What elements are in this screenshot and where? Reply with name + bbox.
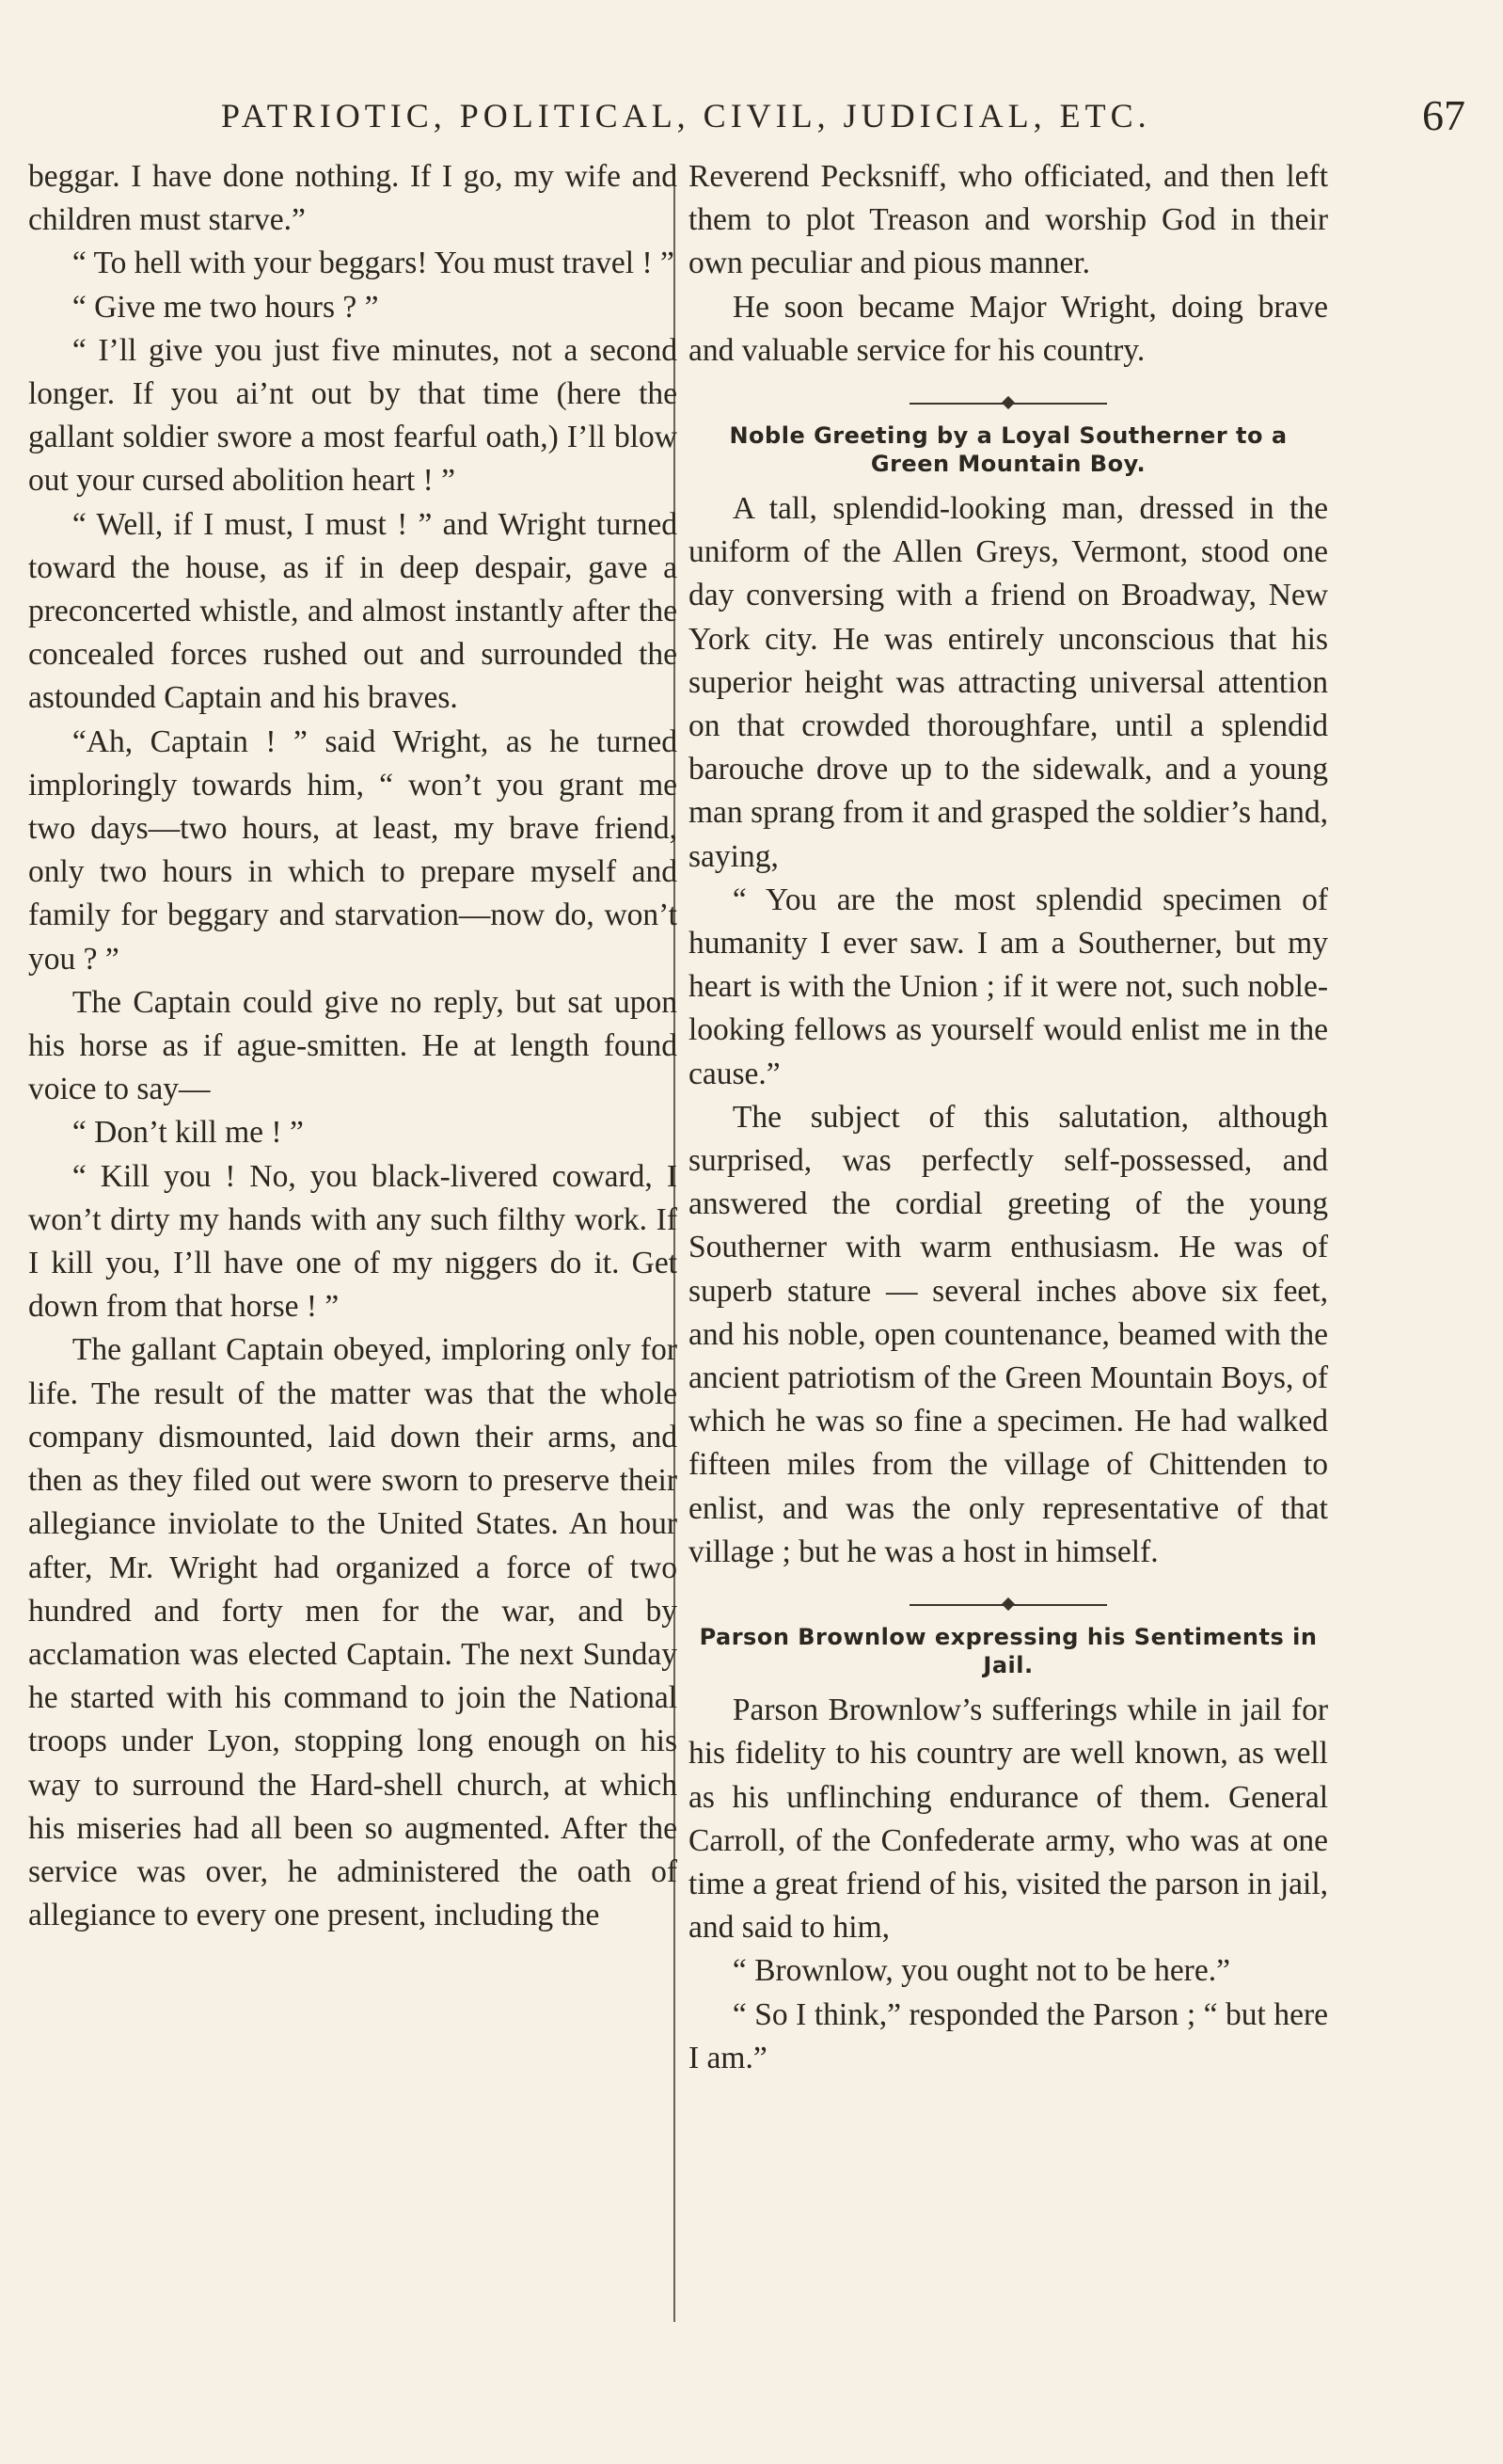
section-divider-ornament [910,1595,1107,1615]
section-divider-ornament [910,393,1107,414]
paragraph: Reverend Pecksniff, who officiated, and then left them to plot Treason and worship God in their own peculiar and pious manner. [688,159,1328,281]
left-column [28,155,677,1937]
paragraph: beggar. I have done nothing. If I go, my wife and children must starve.” [28,159,677,238]
paragraph: The gallant Captain obeyed, imploring only for life. The result of the matter was that the whole company dismounted, laid down their arms, and then as they filed out were sworn to preserve their allegiance inviolate to the United States. An hour after, Mr. Wright had organized a force of two hundred and forty men for the war, and by acclamation was elected Captain. The next Sunday he started with his command to join the National troops under Lyon, stopping long enough on his way to surround the Hard-shell church, at which his miseries had all been so augmented. After the service was over, he administered the oath of allegiance to every one present, including the [28,1332,677,1933]
paragraph: Parson Brownlow’s sufferings while in jail for his fidelity to his country are well known, as well as his unflinching endurance of them. General Carroll, of the Confederate army, who was at one time a great friend of his, visited the parson in jail, and said to him, [688,1693,1328,1946]
page-number: 67 [1422,91,1465,139]
paragraph: “ You are the most splendid specimen of humanity I ever saw. I am a Southerner, but my heart is with the Union ; if it were not, such noble-looking fellows as yourself would enlist me in the cause.” [688,882,1328,1091]
paragraph: The subject of this salutation, although surprised, was perfectly self-possessed, and answered the cordial greeting of the young Southerner with warm enthusiasm. He was of superb stature — several inches above six feet, and his noble, open countenance, beamed with the ancient patriotism of the Green Mountain Boys, of which he was so fine a specimen. He had walked fifteen miles from the village of Chittenden to enlist, and was the only representative of that village ; but he was a host in himself. [688,1099,1328,1569]
paragraph: He soon became Major Wright, doing brave and valuable service for his country. [688,289,1328,368]
running-head [28,90,1465,147]
paragraph: “ To hell with your beggars! You must travel ! ” [71,246,674,281]
running-title: PATRIOTIC, POLITICAL, CIVIL, JUDICIAL, ETC. [221,97,1151,135]
paragraph: A tall, splendid-looking man, dressed in the uniform of the Allen Greys, Vermont, stood one day conversing with a friend on Broadway, New York city. He was entirely unconscious that his superior height was attracting universal attention on that crowded thoroughfare, until a splendid barouche drove up to the sidewalk, and a young man sprang from it and grasped the soldier’s hand, saying, [688,491,1328,874]
section-heading: Parson Brownlow expressing his Sentiments in Jail. [699,1624,1318,1679]
paragraph: “ Brownlow, you ought not to be here.” [732,1953,1230,1989]
right-column [688,155,1328,2080]
paragraph: “ I’ll give you just five minutes, not a second longer. If you ai’nt out by that time (here the gallant soldier swore a most fearful oath,) I’ll blow out your cursed abolition heart ! ” [28,332,677,499]
paragraph: “Ah, Captain ! ” said Wright, as he turned imploringly towards him, “ won’t you grant me two days—two hours, at least, my brave friend, only two hours in which to prepare myself and family for beggary and starvation—now do, won’t you ? ” [28,723,677,977]
section-heading: Noble Greeting by a Loyal Southerner to a Green Mountain Boy. [729,422,1288,478]
paragraph: “ Don’t kill me ! ” [71,1115,304,1151]
paragraph: “ Well, if I must, I must ! ” and Wright turned toward the house, as if in deep despair, gave a preconcerted whistle, and almost instantly after the concealed forces rushed out and surrounded the astounded Captain and his braves. [28,506,677,716]
paragraph: “ So I think,” responded the Parson ; “ but here I am.” [688,1996,1328,2075]
paragraph: “ Give me two hours ? ” [71,289,379,325]
paragraph: The Captain could give no reply, but sat upon his horse as if ague-smitten. He at length found voice to say— [28,984,677,1107]
paragraph: “ Kill you ! No, you black-livered coward, I won’t dirty my hands with any such filthy work. If I kill you, I’ll have one of my niggers do it. Get down from that horse ! ” [28,1158,677,1325]
